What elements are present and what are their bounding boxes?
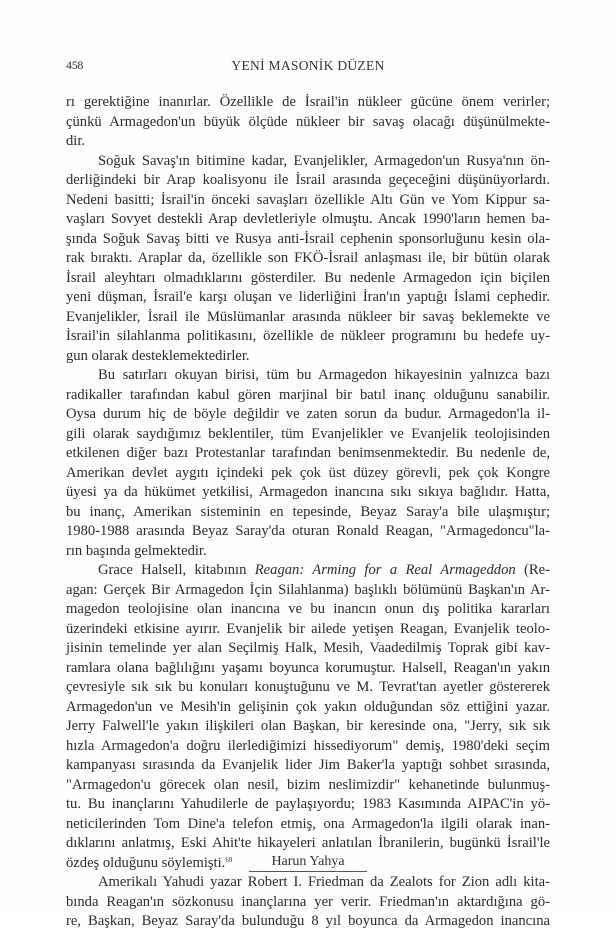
running-title: YENİ MASONİK DÜZEN <box>231 58 385 73</box>
page-number: 458 <box>66 58 84 72</box>
text-line: rı gerektiğine inanırlar. Özellikle de İsrail'in nükleer gücüne önem verirler; <box>66 94 550 110</box>
publisher-name: Harun Yahya <box>249 853 366 872</box>
text-line: vaşları Sovyet destekli Arap devletleriyle olmuştu. Ancak 1990'ların hemen ba- <box>66 211 550 227</box>
text-block-1 <box>66 93 550 561</box>
text-line: bında Reagan'ın sözkonusu inançlarına yer verir. Friedman'ın aktardığına gö- <box>66 893 550 910</box>
text-line: bu inanç, Amerikan sisteminin en tepesinde, Beyaz Saray'a bile ulaşmıştır; <box>66 503 550 520</box>
text-block-3 <box>66 873 550 932</box>
text-line: Bu satırları okuyan birisi, tüm bu Armagedon hikayesinin yalnızca bazı <box>98 367 550 383</box>
text-line: çevresiyle sık sık bu konuları konuştuğunu ve M. Tevrat'tan ayetler göstererek <box>66 679 550 695</box>
text-line: Amerikan devlet aygıtı içindeki pek çok üst düzey görevli, pek çok Kongre <box>66 464 550 481</box>
text-line: magedon teolojisine olan inancına ve bu inancın onun dış politika kararları <box>66 601 550 617</box>
text-line: gun olarak desteklemektedirler. <box>66 347 250 364</box>
text-line: Oysa durum hiç de böyle değildir ve zaten sorun da budur. Armagedon'la il- <box>66 406 550 422</box>
text-segment: Grace Halsell, kitabının <box>98 562 255 578</box>
text-line: 1980-1988 arasında Beyaz Saray'da oturan Ronald Reagan, "Armagedoncu"la- <box>66 523 550 539</box>
text-line: Jerry Falwell'le yakın ilişkileri olan Başkan, bir keresinde ona, "Jerry, sık sık <box>66 718 550 734</box>
text-segment: (Re- <box>515 562 550 578</box>
text-line: rın başında gelmektedir. <box>66 542 207 559</box>
text-line: Nedeni basitti; İsrail'in önceki savaşları özellikle Altı Gün ve Yom Kippur sa- <box>66 191 550 208</box>
text-line: üzerindeki etkisine ayırır. Evanjelik bir ailede yetişen Reagan, Evanjelik teolo- <box>66 620 550 637</box>
text-line: radikaller tarafından kabul gören marjinal bir batıl inanç olduğunu sanabilir. <box>66 386 550 403</box>
text-line: rak bıraktı. Araplar da, özellikle son FKÖ-İsrail anlaşması ile, bir bütün olarak <box>66 250 550 266</box>
text-line: gili olarak saydığımız beklentiler, tüm Evanjelikler ve Evanjelik teolojisinden <box>66 425 550 442</box>
text-line: Amerikalı Yahudi yazar Robert I. Friedman da Zealots for Zion adlı kita- <box>98 874 550 890</box>
text-line: şında Soğuk Savaş bitti ve Rusya anti-İsrail cephenin sponsorluğunu kesin ola- <box>66 230 550 247</box>
book-title-italic: Reagan: Arming for a Real Armageddon <box>254 562 516 578</box>
text-line: üyesi ya da hükümet yetkilisi, Armagedon inancına sıkı sıkıya bağlıdır. Hatta, <box>66 484 550 500</box>
text-segment: özdeş olduğunu söylemişti. <box>66 854 226 871</box>
text-line: re, Başkan, Beyaz Saray'da bulunduğu 8 yıl boyunca da Armagedon inancına <box>66 913 550 929</box>
text-line: jisinin temelinde yer alan Seçilmiş Halk, Mesih, Vaadedilmiş Toprak gibi kav- <box>66 640 550 656</box>
text-line: İsrail aleyhtarı olmadıklarını gösterdiler. Bu nedenle Armagedon için biçilen <box>66 269 550 286</box>
body-text <box>66 93 550 932</box>
text-line: hızla Armagedon'a doğru ilerlediğimizi hissediyorum" demiş, 1980'deki seçim <box>66 737 550 754</box>
text-line: "Armagedon'u görecek olan nesil, bizim neslimizdir" kehanetinde bulunmuş- <box>66 776 550 793</box>
footnote-reference[interactable]: 69 <box>225 855 233 864</box>
text-line: yeni düşman, İsrail'e karşı oluşan ve liderliğini İran'ın yaptığı İslami cephedir. <box>66 289 550 305</box>
text-line: Soğuk Savaş'ın bitimine kadar, Evanjelikler, Armagedon'un Rusya'nın ön- <box>98 152 550 169</box>
text-line: derliğindeki bir Arap koalisyonu ile İsrail arasında geçeceğini düşünüyorlardı. <box>66 172 550 188</box>
text-line: kampanyası sırasında da Evanjelik lider Jim Baker'la yaptığı sohbet sırasında, <box>66 757 550 773</box>
text-line: dir. <box>66 133 86 149</box>
text-line: Evanjelikler, İsrail ile Müslümanlar arasında nükleer bir savaş beklemekte ve <box>66 308 550 325</box>
text-line <box>66 561 550 581</box>
text-line: ramlara olana bağlılığını yaşamı boyunca korumuştur. Halsell, Reagan'ın yakın <box>66 659 550 676</box>
page-footer <box>0 852 616 872</box>
page-header <box>66 58 550 78</box>
text-line: tu. Bu inançlarını Yahudilerle de paylaşıyordu; 1983 Kasımında AIPAC'in yö- <box>66 796 550 812</box>
text-line: İsrail'in silahlanma politikasını, özellikle de nükleer programını bu hedefe uy- <box>66 328 550 344</box>
text-block-2 <box>66 581 550 854</box>
text-line: neticilerinden Tom Dine'a telefon etmiş, ona Armagedon'la ilgili olarak inan- <box>66 815 550 832</box>
text-line: çünkü Armagedon'un büyük ölçüde nükleer bir savaş olacağı düşünülmekte- <box>66 113 550 130</box>
text-line: agan: Gerçek Bir Armagedon İçin Silahlanma) başlıklı bölümünü Başkan'ın Ar- <box>66 581 550 598</box>
text-line: etkilenen diğer bazı Protestanlar tarafından benimsenmektedir. Bu nedenle de, <box>66 445 550 461</box>
text-line: Armagedon'un ve Mesih'in gelişinin çok yakın olduğundan söz ettiğini yazar. <box>66 698 550 715</box>
text-line: dıklarını anlatmış, Eski Ahit'te hikayeleri anlatılan İbranilerin, bugünkü İsrail'le <box>66 835 550 851</box>
